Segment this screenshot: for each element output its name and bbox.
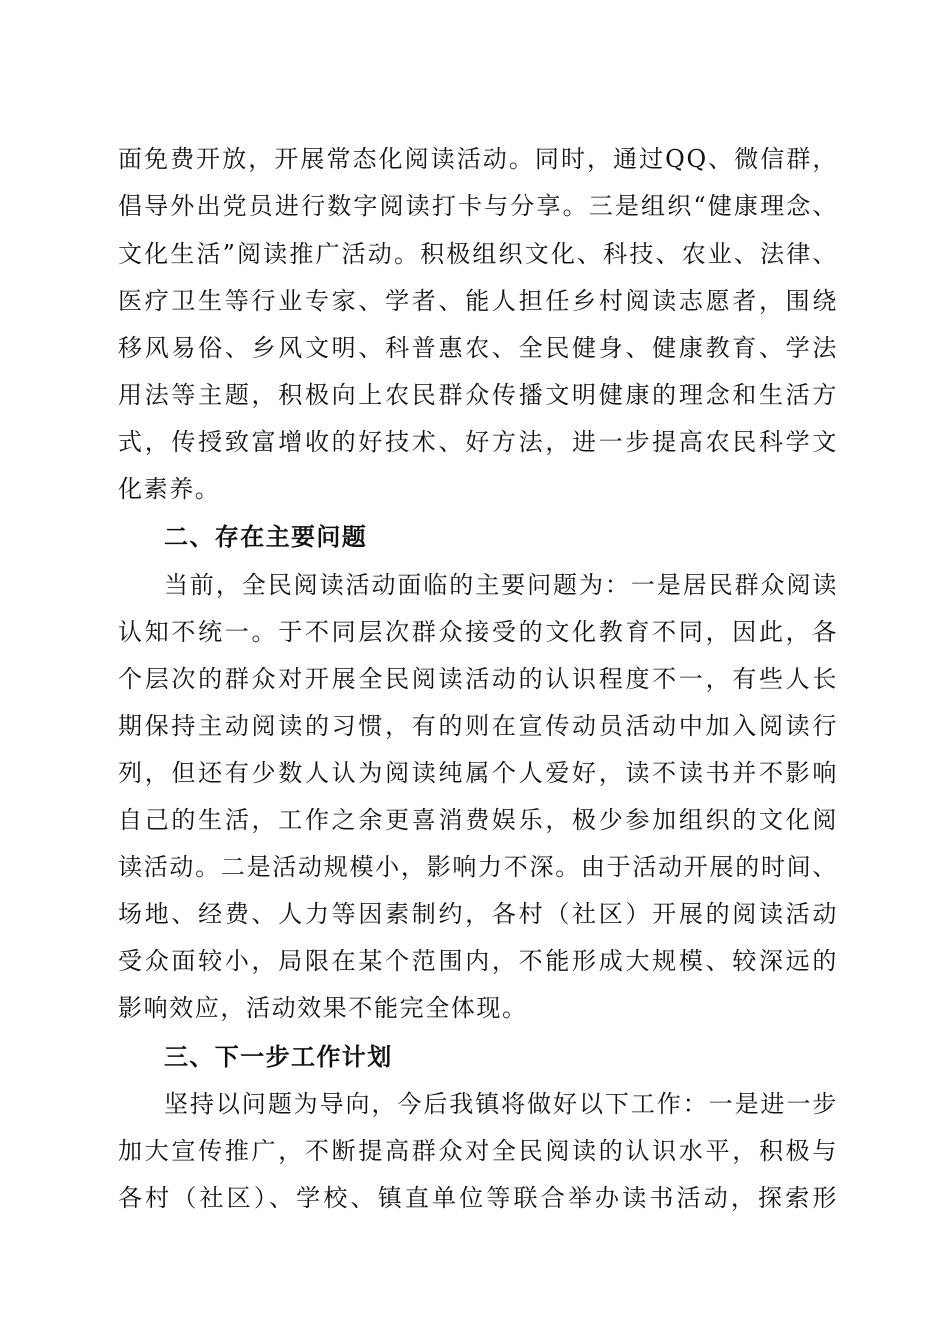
body-text-line: 当前，全民阅读活动面临的主要问题为：一是居民群众阅读	[164, 571, 838, 599]
body-text-line: 用法等主题，积极向上农民群众传播文明健康的理念和生活方	[118, 381, 838, 409]
body-text-line: 加大宣传推广，不断提高群众对全民阅读的认识水平，积极与	[118, 1137, 838, 1165]
body-text-line: 自己的生活，工作之余更喜消费娱乐，极少参加组织的文化阅	[118, 806, 838, 834]
body-text-line: 医疗卫生等行业专家、学者、能人担任乡村阅读志愿者，围绕	[118, 287, 838, 315]
body-text-line: 化素养。	[118, 475, 221, 503]
body-text-line: 面免费开放，开展常态化阅读活动。同时，通过QQ、微信群，	[118, 145, 838, 173]
body-text-line: 倡导外出党员进行数字阅读打卡与分享。三是组织“健康理念、	[118, 192, 838, 220]
body-text-line: 个层次的群众对开展全民阅读活动的认识程度不一，有些人长	[118, 665, 838, 693]
body-text-line: 认知不统一。于不同层次群众接受的文化教育不同，因此，各	[118, 618, 838, 646]
body-text-line: 坚持以问题为导向，今后我镇将做好以下工作：一是进一步	[164, 1090, 838, 1118]
body-text-line: 各村（社区）、学校、镇直单位等联合举办读书活动，探索形	[118, 1184, 838, 1212]
section-heading-problems: 二、存在主要问题	[164, 523, 368, 551]
body-text-line: 文化生活”阅读推广活动。积极组织文化、科技、农业、法律、	[118, 240, 838, 268]
body-text-line: 移风易俗、乡风文明、科普惠农、全民健身、健康教育、学法	[118, 334, 838, 362]
body-text-line: 期保持主动阅读的习惯，有的则在宣传动员活动中加入阅读行	[118, 712, 838, 740]
body-text-line: 受众面较小，局限在某个范围内，不能形成大规模、较深远的	[118, 947, 838, 975]
body-text-line: 列，但还有少数人认为阅读纯属个人爱好，读不读书并不影响	[118, 759, 838, 787]
body-text-line: 场地、经费、人力等因素制约，各村（社区）开展的阅读活动	[118, 900, 838, 928]
body-text-line: 读活动。二是活动规模小，影响力不深。由于活动开展的时间、	[118, 853, 838, 881]
section-heading-next-steps: 三、下一步工作计划	[164, 1043, 393, 1071]
body-text-line: 式，传授致富增收的好技术、好方法，进一步提高农民科学文	[118, 428, 838, 456]
body-text-line: 影响效应，活动效果不能完全体现。	[118, 994, 528, 1022]
